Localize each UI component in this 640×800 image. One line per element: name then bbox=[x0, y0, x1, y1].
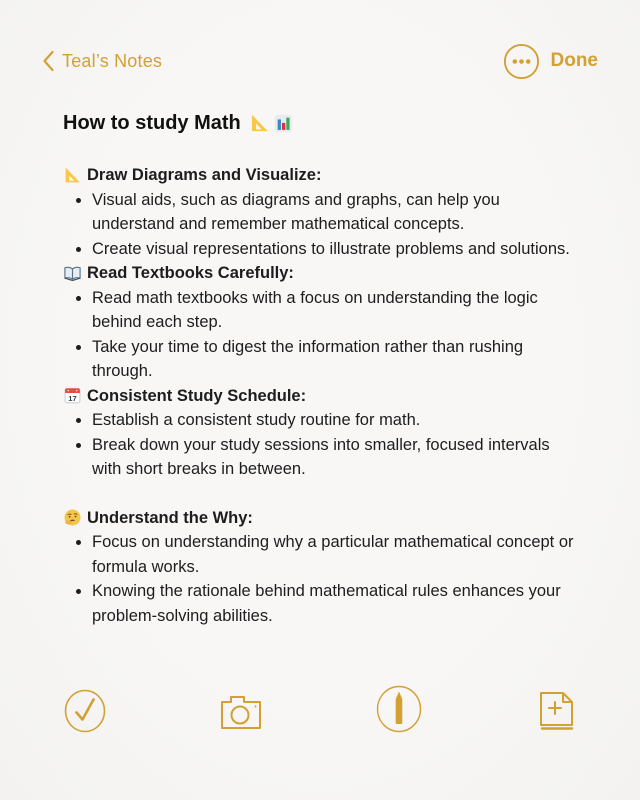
markup-button[interactable] bbox=[374, 684, 424, 738]
markup-pencil-icon bbox=[374, 684, 424, 738]
triangular-ruler-icon bbox=[249, 113, 270, 134]
checklist-button[interactable] bbox=[62, 687, 108, 735]
thinking-face-icon bbox=[63, 508, 82, 527]
camera-icon bbox=[218, 690, 264, 732]
section-heading bbox=[63, 163, 578, 188]
bullet-item: • Take your time to digest the information rather than rushing through. bbox=[92, 335, 578, 384]
bullet-item: • Read math textbooks with a focus on understanding the logic behind each step. bbox=[92, 286, 578, 335]
bullet-item: • Knowing the rationale behind mathematical rules enhances your problem-solving abilities. bbox=[92, 579, 578, 628]
bullet-item: • Visual aids, such as diagrams and graphs, can help you understand and remember mathematical concepts. bbox=[92, 188, 578, 237]
note-section bbox=[63, 261, 578, 384]
note-title-text: How to study Math bbox=[63, 112, 241, 134]
bullet-item: • Create visual representations to illustrate problems and solutions. bbox=[92, 237, 578, 262]
note-section bbox=[63, 384, 578, 482]
back-button[interactable] bbox=[42, 50, 162, 72]
note-editor-area[interactable] bbox=[63, 110, 578, 628]
section-heading-text: Read Textbooks Carefully: bbox=[87, 264, 294, 282]
bullet-item: • Break down your study sessions into smaller, focused intervals with short breaks in between. bbox=[92, 433, 578, 482]
section-heading bbox=[63, 506, 578, 531]
bullet-list bbox=[63, 188, 578, 262]
note-section bbox=[63, 506, 578, 629]
done-button[interactable]: Done bbox=[550, 50, 598, 71]
title-emoji-group bbox=[249, 113, 294, 134]
section-heading-text: Draw Diagrams and Visualize: bbox=[87, 166, 322, 184]
section-heading bbox=[63, 384, 578, 409]
section-heading-text: Understand the Why: bbox=[87, 508, 253, 527]
bullet-item: • Focus on understanding why a particular mathematical concept or formula works. bbox=[92, 530, 578, 579]
open-book-icon bbox=[63, 264, 82, 283]
camera-button[interactable] bbox=[218, 690, 264, 732]
note-title bbox=[63, 110, 578, 137]
ellipsis-circle-icon bbox=[503, 43, 540, 80]
triangular-ruler-icon bbox=[63, 166, 82, 185]
bottom-toolbar bbox=[0, 684, 640, 738]
bullet-list bbox=[63, 286, 578, 384]
bullet-item: • Establish a consistent study routine for math. bbox=[92, 408, 578, 433]
new-note-button[interactable] bbox=[534, 688, 578, 734]
back-chevron-icon bbox=[42, 50, 55, 72]
back-button-label: Teal’s Notes bbox=[62, 50, 163, 71]
top-navigation-bar bbox=[42, 42, 598, 80]
section-heading-text: Consistent Study Schedule: bbox=[87, 386, 307, 405]
nav-right-group bbox=[503, 43, 599, 80]
bar-chart-icon bbox=[273, 113, 294, 134]
more-options-button[interactable] bbox=[503, 43, 540, 80]
section-heading bbox=[63, 261, 578, 286]
note-section bbox=[63, 163, 578, 261]
svg-text:17: 17 bbox=[68, 394, 77, 404]
calendar-icon bbox=[63, 386, 82, 405]
bullet-list bbox=[63, 530, 578, 628]
new-note-icon bbox=[534, 688, 578, 734]
bullet-list bbox=[63, 408, 578, 482]
checklist-icon bbox=[62, 687, 108, 735]
